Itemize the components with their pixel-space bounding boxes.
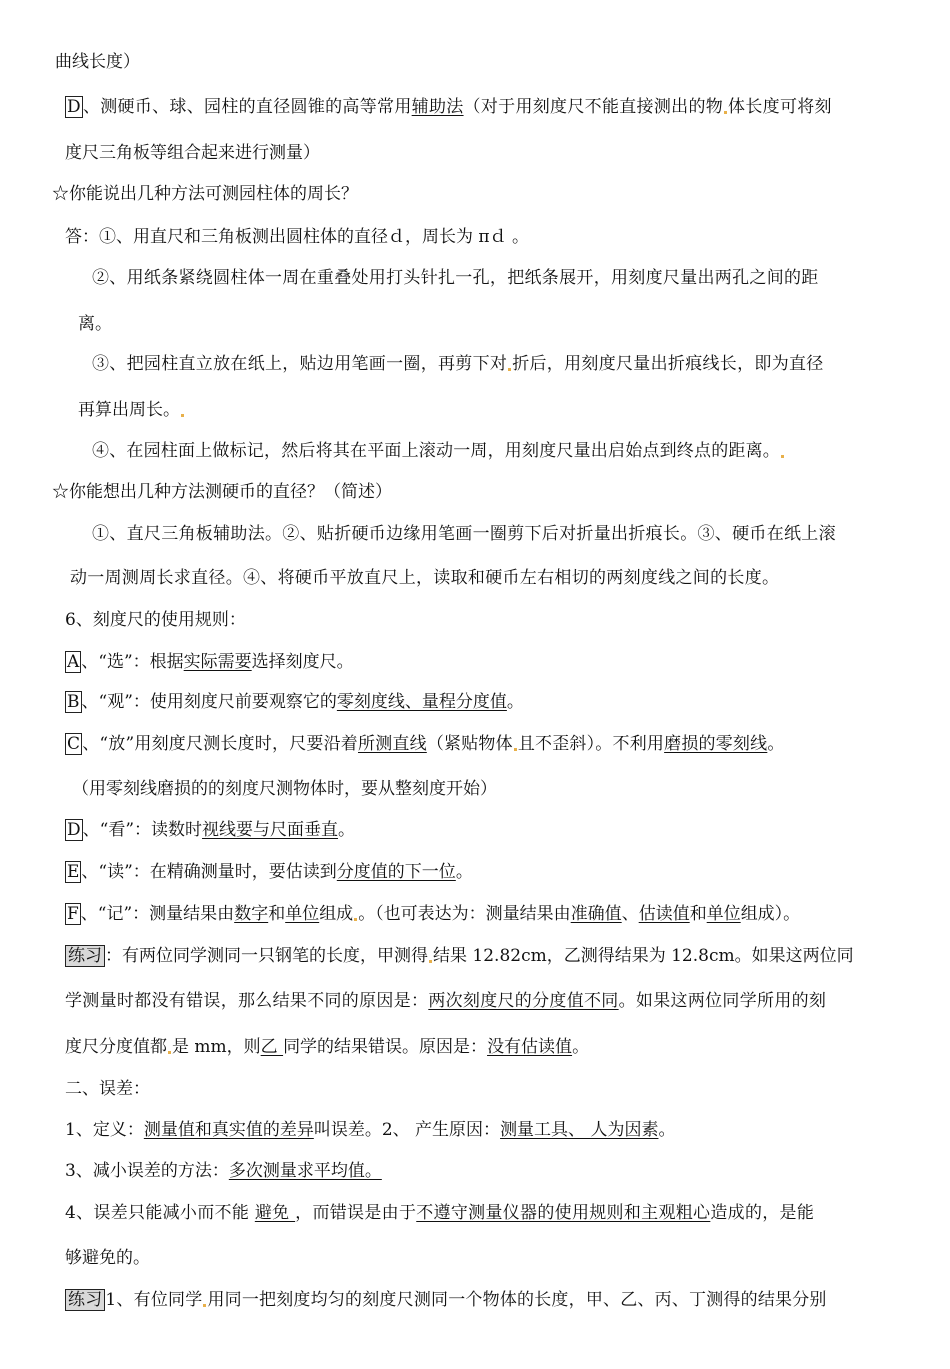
rule-item: C 、“放”用刻度尺测长度时，尺要沿着所测直线（紧贴物体 且不歪斜）。不利用磨损的零刻线。: [67, 734, 785, 754]
item-marker: E: [67, 862, 80, 882]
text-line: ②、用纸条紧绕圆柱体一周在重叠处用打头针扎一孔，把纸条展开，用刻度尺量出两孔之间的距: [92, 268, 819, 288]
text-line: 3、减小误差的方法：多次测量求平均值。: [65, 1161, 382, 1181]
item-marker: A: [67, 652, 80, 672]
key-term: 不遵守测量仪器的使用规则和主观粗心: [416, 1203, 711, 1223]
section-heading: 6、刻度尺的使用规则：: [65, 610, 246, 630]
text-line: 度尺分度值都 是 mm，则乙 同学的结果错误。原因是：没有估读值。: [65, 1037, 590, 1057]
key-term: 零刻度线、量程分度值: [336, 692, 507, 712]
rule-item: D 、“看”：读数时视线要与尺面垂直。: [67, 820, 356, 840]
key-term: 实际需要: [183, 652, 252, 672]
exercise-line: 练习 1、有位同学 用同一把刻度均匀的刻度尺测同一个物体的长度，甲、乙、丙、丁测得的结果分别: [65, 1288, 827, 1312]
key-term: 多次测量求平均值。: [228, 1161, 382, 1181]
exercise-label: 练习: [65, 945, 105, 967]
text-line: ①、直尺三角板辅助法。②、贴折硬币边缘用笔画一圈剪下后对折量出折痕长。③、硬币在纸上滚: [92, 524, 836, 544]
key-term: 分度值的下一位: [336, 862, 456, 882]
key-term: 辅助法: [411, 97, 464, 117]
ink-mark: [508, 368, 511, 371]
key-term: 测量工具、 人为因素: [500, 1120, 659, 1140]
item-marker: B: [67, 692, 80, 712]
key-term: 没有估读值: [487, 1037, 573, 1057]
item-marker: D: [67, 820, 81, 840]
key-term: 两次刻度尺的分度值不同: [428, 991, 619, 1011]
rule-item: B 、“观”：使用刻度尺前要观察它的零刻度线、量程分度值。: [67, 692, 524, 712]
key-term: 磨损的零刻线: [664, 734, 768, 754]
key-term: 所测直线: [358, 734, 427, 754]
rule-item: E 、“读”：在精确测量时，要估读到分度值的下一位。: [67, 862, 473, 882]
question-heading: ☆你能想出几种方法测硬币的直径？（简述）: [52, 482, 392, 502]
text-line: 1、定义：测量值和真实值的差异叫误差。2、 产生原因：测量工具、 人为因素。: [65, 1120, 676, 1140]
key-term: 准确值: [570, 904, 622, 924]
ink-mark: [514, 748, 517, 751]
item-marker: F: [67, 904, 79, 924]
text-line: 再算出周长。: [78, 398, 185, 422]
ink-mark: [429, 960, 432, 963]
answer-blank: 避免: [254, 1203, 296, 1223]
question-heading: ☆你能说出几种方法可测园柱体的周长？: [52, 184, 358, 204]
exercise-line: 练习 ：有两位同学测同一只钢笔的长度，甲测得 结果 12.82cm，乙测得结果为 12.8cm。如果这两位同: [65, 944, 854, 968]
answer-blank: 乙: [260, 1037, 284, 1057]
text-line: （用零刻线磨损的的刻度尺测物体时，要从整刻度开始）: [72, 779, 497, 799]
text-line: ③、把园柱直立放在纸上，贴边用笔画一圈，再剪下对 折后，用刻度尺量出折痕线长，即为直径: [92, 354, 824, 374]
item-marker: C: [67, 734, 81, 754]
text-line: 4、误差只能减小而不能 避免 ，而错误是由于不遵守测量仪器的使用规则和主观粗心造成的，是能: [65, 1203, 815, 1223]
rule-item: F 、“记”：测量结果由数字和单位组成 。（也可表达为：测量结果由准确值、估读值和单位组成）。: [67, 904, 801, 924]
text-line: 答：①、用直尺和三角板测出圆柱体的直径ｄ，周长为 πｄ 。: [65, 227, 529, 247]
rule-item: A 、“选”：根据实际需要选择刻度尺。: [67, 652, 354, 672]
ink-mark: [181, 414, 184, 417]
key-term: 数字: [234, 904, 269, 924]
text-line: 够避免的。: [65, 1248, 150, 1268]
text-line: 学测量时都没有错误，那么结果不同的原因是：两次刻度尺的分度值不同。如果这两位同学所用的刻: [65, 991, 827, 1011]
key-term: 估读值: [638, 904, 690, 924]
exercise-label: 练习: [65, 1289, 105, 1311]
key-term: 单位: [285, 904, 320, 924]
text-line: 离。: [78, 314, 112, 334]
text-line: 度尺三角板等组合起来进行测量）: [65, 143, 320, 163]
key-term: 单位: [706, 904, 741, 924]
ink-mark: [203, 1304, 206, 1307]
ink-mark: [781, 455, 784, 458]
key-term: 视线要与尺面垂直: [202, 820, 339, 840]
text-line: 曲线长度）: [55, 52, 140, 72]
ink-mark: [724, 111, 727, 114]
text-line: 动一周测周长求直径。④、将硬币平放直尺上，读取和硬币左右相切的两刻度线之间的长度。: [70, 568, 780, 588]
text-line: D 、测硬币、球、园柱的直径圆锥的高等常用辅助法（对于用刻度尺不能直接测出的物 体长度可将刻: [67, 97, 832, 117]
ink-mark: [168, 1051, 171, 1054]
text-line: ④、在园柱面上做标记，然后将其在平面上滚动一周，用刻度尺量出启始点到终点的距离。: [92, 439, 785, 463]
key-term: 测量值和真实值的差异: [143, 1120, 314, 1140]
section-heading: 二、误差：: [65, 1079, 150, 1099]
ink-mark: [354, 918, 357, 921]
item-marker: D: [67, 97, 81, 117]
